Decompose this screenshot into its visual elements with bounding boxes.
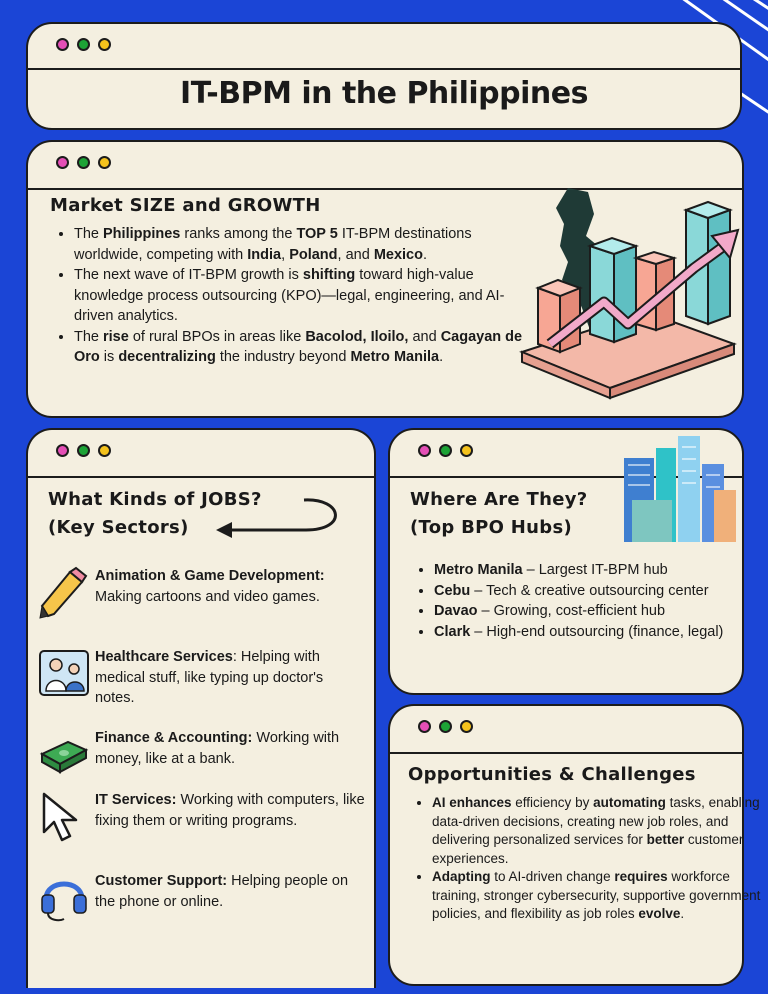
yellow-dot-icon <box>98 156 111 169</box>
pencil-icon <box>38 566 90 618</box>
text: tasks, enabling data-driven decisions, creating new job roles, and delivering personalized services for <box>432 795 760 847</box>
text: , <box>281 246 290 263</box>
text: and <box>408 328 441 345</box>
pink-dot-icon <box>418 720 431 733</box>
text: The next wave of IT-BPM growth is <box>74 267 303 283</box>
market-heading: Market SIZE and GROWTH <box>50 195 321 216</box>
bold-text: evolve <box>638 906 681 921</box>
bold-text: Mexico <box>373 246 423 263</box>
text: The <box>74 328 104 345</box>
hub-desc: – High-end outsourcing (finance, legal) <box>470 623 724 640</box>
hubs-list <box>414 560 764 642</box>
curved-arrow-icon <box>208 490 348 540</box>
text: workforce training, stronger cybersecurity, supportive government policies, and flexibility as job roles <box>432 869 761 921</box>
bold-text: better <box>646 832 685 847</box>
opportunities-card <box>388 704 761 986</box>
market-card <box>26 140 744 418</box>
page-title: IT-BPM in the Philippines <box>180 76 588 111</box>
text: , and <box>337 246 374 263</box>
job-text <box>95 728 365 769</box>
money-icon <box>38 728 90 780</box>
cursor-icon <box>38 790 90 842</box>
text: . <box>680 906 685 921</box>
text: The <box>74 226 104 242</box>
market-bullet <box>74 327 526 368</box>
window-dots <box>418 720 473 733</box>
opportunities-list <box>412 794 762 924</box>
city-buildings-icon <box>622 434 738 542</box>
jobs-card <box>26 428 376 988</box>
bold-text: India <box>247 246 282 263</box>
text: the industry beyond <box>215 349 351 365</box>
bold-text: Bacolod, Iloilo, <box>305 328 409 345</box>
text: is <box>99 349 119 365</box>
bold-text: automating <box>593 795 666 810</box>
hubs-card <box>388 428 744 695</box>
job-desc: Working with computers, like fixing them or writing programs. <box>95 792 365 829</box>
job-title: Healthcare Services <box>95 649 233 665</box>
yellow-dot-icon <box>98 38 111 51</box>
bold-text: shifting <box>302 267 356 283</box>
pink-dot-icon <box>418 444 431 457</box>
yellow-dot-icon <box>460 444 473 457</box>
job-desc: : Helping with medical stuff, like typing up doctor's notes. <box>95 649 324 706</box>
doctor-icon <box>38 647 90 699</box>
window-bar <box>28 430 374 478</box>
hub-item <box>434 560 764 581</box>
job-title: Finance & Accounting: <box>95 730 253 746</box>
pink-dot-icon <box>56 38 69 51</box>
yellow-dot-icon <box>98 444 111 457</box>
opportunities-heading: Opportunities & Challenges <box>408 764 696 785</box>
green-dot-icon <box>77 444 90 457</box>
green-dot-icon <box>77 38 90 51</box>
bold-text: Adapting <box>432 869 491 884</box>
text: efficiency by <box>511 795 594 810</box>
job-text <box>95 647 365 709</box>
text: customer experiences. <box>432 832 744 866</box>
jobs-heading-line1: What Kinds of JOBS? <box>48 489 262 510</box>
hub-city: Metro Manila <box>434 562 523 578</box>
headset-icon <box>38 871 90 923</box>
hub-item <box>434 622 764 643</box>
hubs-heading <box>410 486 588 542</box>
green-dot-icon <box>439 444 452 457</box>
title-card <box>26 22 742 130</box>
opportunity-bullet <box>432 868 762 924</box>
market-bullet <box>74 265 526 327</box>
bold-text: Cagayan de Oro <box>74 328 523 365</box>
bold-text: AI enhances <box>432 795 512 810</box>
bold-text: Poland <box>289 246 338 263</box>
window-bar <box>28 142 742 190</box>
hub-city: Cebu <box>434 582 471 599</box>
window-dots <box>418 444 473 457</box>
bold-text: rise <box>103 328 129 345</box>
hub-desc: – Growing, cost-efficient hub <box>477 603 666 619</box>
text: . <box>422 246 428 263</box>
text: IT-BPM destinations worldwide, competing with <box>74 226 472 263</box>
bold-text: Metro Manila <box>350 349 440 365</box>
hub-desc: – Largest IT-BPM hub <box>522 562 668 578</box>
job-title: Animation & Game Development: <box>95 568 325 584</box>
opportunity-bullet <box>432 794 762 868</box>
hubs-heading-line2: (Top BPO Hubs) <box>410 517 573 538</box>
window-dots <box>56 38 111 51</box>
window-bar <box>390 706 742 754</box>
market-bullet <box>74 224 526 265</box>
hubs-heading-line1: Where Are They? <box>410 489 588 510</box>
jobs-heading-line2: (Key Sectors) <box>48 517 189 538</box>
pink-dot-icon <box>56 156 69 169</box>
green-dot-icon <box>77 156 90 169</box>
job-text <box>95 871 365 912</box>
text: ranks among the <box>180 226 297 242</box>
text: toward high-value knowledge process outsourcing (KPO)—legal, engineering, and AI-driven analytics. <box>74 267 505 324</box>
green-dot-icon <box>439 720 452 733</box>
yellow-dot-icon <box>460 720 473 733</box>
window-dots <box>56 444 111 457</box>
market-list <box>54 224 526 368</box>
bold-text: TOP 5 <box>296 226 338 242</box>
bold-text: Philippines <box>103 226 181 242</box>
growth-chart-illustration <box>516 184 741 416</box>
hub-item <box>434 581 764 602</box>
job-title: Customer Support: <box>95 873 228 889</box>
window-dots <box>56 156 111 169</box>
hub-desc: – Tech & creative outsourcing center <box>470 582 709 599</box>
bold-text: decentralizing <box>118 349 216 365</box>
text: to AI-driven change <box>490 869 615 884</box>
window-bar <box>28 24 740 70</box>
job-title: IT Services: <box>95 792 177 808</box>
text: of rural BPOs in areas like <box>128 328 306 345</box>
hub-city: Clark <box>434 623 471 640</box>
bold-text: requires <box>614 869 668 884</box>
hub-item <box>434 601 764 622</box>
text: . <box>439 349 444 365</box>
pink-dot-icon <box>56 444 69 457</box>
job-text <box>95 790 365 831</box>
hub-city: Davao <box>434 603 478 619</box>
job-desc: Making cartoons and video games. <box>95 588 320 605</box>
job-desc: Helping people on the phone or online. <box>95 873 349 910</box>
job-text <box>95 566 365 607</box>
job-desc: Working with money, like at a bank. <box>95 730 340 767</box>
